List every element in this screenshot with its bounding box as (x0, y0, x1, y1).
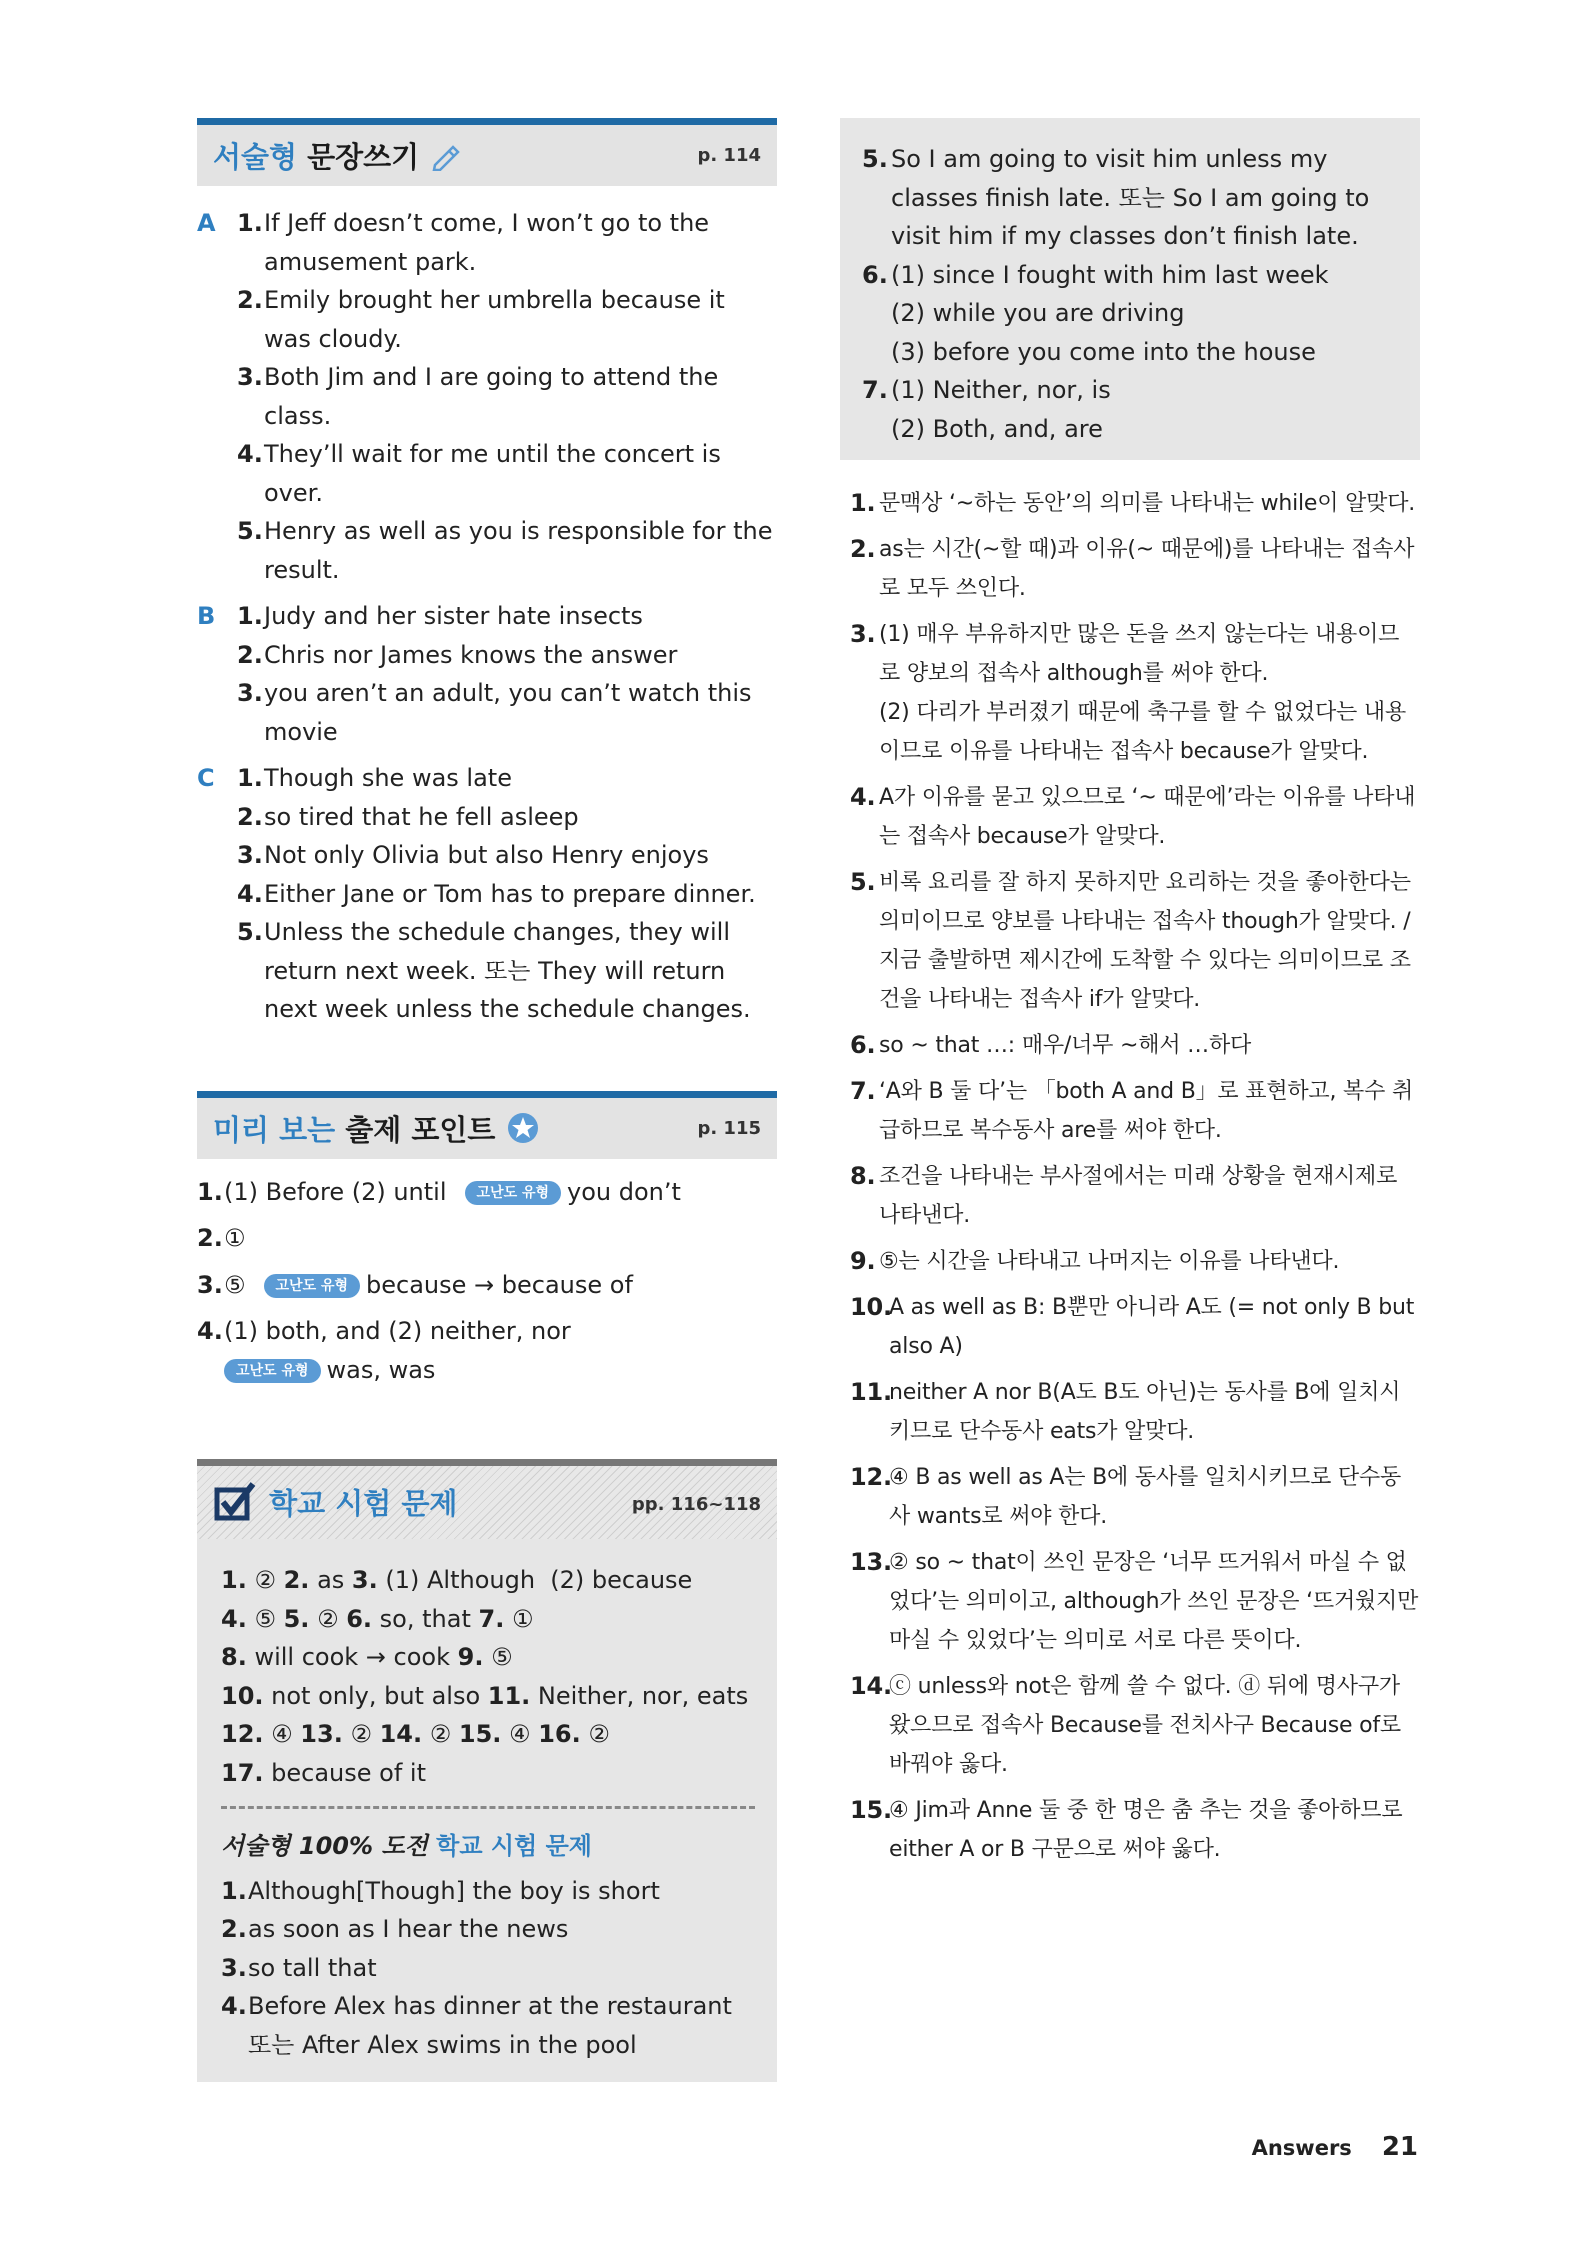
item-text: ① (224, 1224, 246, 1252)
list-item (197, 1266, 777, 1305)
title-highlight: 미리 보는 (213, 1112, 336, 1147)
preview-answers (197, 1173, 777, 1390)
page-number: 21 (1381, 2132, 1418, 2162)
item-number: 7. (850, 1077, 876, 1105)
explanation-item (850, 863, 1420, 1019)
item-number: 1. (237, 602, 263, 630)
subsection-title-dark: 서술형 100% 도전 (221, 1832, 428, 1860)
group-b (197, 597, 777, 751)
item-number: 5. (850, 868, 876, 896)
item-text: you don’t (567, 1177, 681, 1206)
item-text: 조건을 나타내는 부사절에서는 미래 상황을 현재시제로 나타낸다. (879, 1164, 1398, 1228)
item-text: Though she was late (264, 764, 512, 792)
item-text: you aren’t an adult, you can’t watch this movie (264, 679, 752, 746)
item-number: 14. (379, 1720, 423, 1748)
list-item (197, 636, 777, 675)
list-item (197, 1219, 777, 1258)
writing-section-header (197, 118, 777, 186)
item-text: A가 이유를 묻고 있으므로 ‘~ 때문에’라는 이유를 나타내는 접속사 because가 알맞다. (879, 785, 1416, 849)
item-text: 문맥상 ‘~하는 동안’의 의미를 나타내는 while이 알맞다. (879, 491, 1416, 516)
preview-section-header (197, 1091, 777, 1159)
school-answers (197, 1539, 777, 2082)
page-ref: p. 114 (697, 145, 761, 166)
group-a (197, 204, 777, 589)
item-number: 15. (850, 1796, 892, 1824)
item-number: 4. (237, 879, 263, 908)
item-number: 2. (850, 535, 876, 563)
item-text: ④ (501, 1720, 539, 1748)
item-text: Either Jane or Tom has to prepare dinner. (264, 879, 756, 908)
title-text: 학교 시험 문제 (269, 1486, 458, 1521)
item-number: 7. (862, 376, 888, 404)
item-number: 9. (457, 1643, 484, 1671)
item-number: 2. (197, 1224, 223, 1252)
item-text: so ~ that …: 매우/너무 ~해서 …하다 (879, 1033, 1252, 1058)
item-text: neither A nor B(A도 B도 아닌)는 동사를 B에 일치시키므로 단수동사 eats가 알맞다. (889, 1380, 1401, 1444)
item-number: 15. (458, 1720, 502, 1748)
item-number: 6. (862, 260, 888, 289)
continued-answers-box (840, 118, 1420, 460)
list-item (197, 1312, 777, 1389)
item-text: Before Alex has dinner at the restaurant 또는 After Alex swims in the pool (248, 1992, 732, 2059)
difficulty-badge: 고난도 유형 (224, 1359, 321, 1383)
explanation-item (850, 1242, 1420, 1281)
page-ref: pp. 116~118 (631, 1494, 761, 1515)
item-text: ⑤ (483, 1643, 513, 1671)
item-line: (1) Neither, nor, is (891, 376, 1111, 404)
item-text: as soon as I hear the news (248, 1915, 569, 1943)
item-text: Although[Though] the boy is short (248, 1876, 660, 1905)
list-item (197, 913, 777, 1029)
item-number: 13. (850, 1548, 892, 1576)
item-text: as (309, 1566, 352, 1594)
title-highlight: 서술형 (213, 140, 298, 174)
item-number: 2. (283, 1566, 310, 1594)
item-number: 10. (850, 1293, 892, 1321)
list-item (197, 875, 777, 914)
item-line: (1) since I fought with him last week (891, 260, 1329, 289)
explanation-item (850, 693, 1420, 771)
item-number: 7. (478, 1604, 505, 1633)
item-number: 8. (850, 1162, 876, 1190)
explanation-item (850, 1288, 1420, 1366)
item-text: so tired that he fell asleep (264, 802, 579, 831)
list-item (862, 256, 1400, 372)
item-number: 11. (850, 1378, 892, 1406)
school-answer-lines (221, 1561, 755, 1792)
item-text: A as well as B: B뿐만 아니라 A도 (= not only B but also A) (889, 1295, 1415, 1359)
item-line: visit him if my classes don’t finish late. (891, 222, 1359, 250)
item-text: Not only Olivia but also Henry enjoys (264, 841, 709, 869)
item-text: because of it (263, 1758, 426, 1787)
item-number: 1. (850, 489, 876, 517)
item-number: 3. (197, 1270, 223, 1299)
item-number: 6. (850, 1031, 876, 1059)
preview-section-title (213, 1108, 540, 1153)
item-text: ② so ~ that이 쓰인 문장은 ‘너무 뜨거워서 마실 수 없었다’는 의미이고, although가 쓰인 문장은 ‘뜨거웠지만 마실 수 있었다’는 의미로 서로 다른 뜻이다. (889, 1550, 1419, 1653)
pencil-icon (429, 141, 463, 178)
list-item (197, 674, 777, 751)
item-number: 2. (221, 1915, 247, 1943)
item-text: ② (309, 1604, 347, 1633)
item-line: (2) while you are driving (891, 299, 1185, 327)
school-answer-line (221, 1561, 755, 1600)
page-ref: p. 115 (697, 1117, 761, 1139)
item-text: ② (580, 1720, 610, 1748)
list-item (221, 1987, 755, 2064)
item-number: 9. (850, 1247, 876, 1275)
school-answer-line (221, 1638, 755, 1677)
item-number: 8. (221, 1643, 247, 1671)
item-text: 비록 요리를 잘 하지 못하지만 요리하는 것을 좋아한다는 의미이므로 양보를 나타내는 접속사 though가 알맞다. / 지금 출발하면 제시간에 도착할 수 있다는 의미이므로 조건을 나타내는 접속사 if가 알맞다. (879, 870, 1411, 1012)
item-text: Neither, nor, eats (530, 1681, 749, 1710)
item-number: 1. (237, 764, 263, 792)
item-text: (1) both, and (2) neither, nor (224, 1317, 571, 1345)
item-text: ④ (263, 1720, 301, 1748)
item-text: (1) Although (2) because (377, 1566, 693, 1594)
school-answer-line (221, 1754, 755, 1793)
checkbox-icon (213, 1480, 259, 1531)
item-number: 1. (237, 209, 263, 237)
explanations-list (840, 484, 1420, 1869)
item-number: 5. (283, 1604, 310, 1633)
footer-label: Answers (1251, 2136, 1352, 2160)
item-text: so tall that (248, 1953, 377, 1982)
item-number: 3. (850, 620, 876, 648)
subsection-title (221, 1827, 755, 1866)
writing-section-title (213, 135, 463, 178)
list-item (197, 435, 777, 512)
school-answer-line (221, 1677, 755, 1716)
explanation-item (850, 1458, 1420, 1536)
item-number: 13. (300, 1720, 343, 1748)
item-text: If Jeff doesn’t come, I won’t go to the amusement park. (264, 209, 710, 276)
item-line: classes finish late. 또는 So I am going to (891, 183, 1370, 212)
item-text: ⓒ unless와 not은 함께 쓸 수 없다. ⓓ 뒤에 명사구가 왔으므로 접속사 Because를 전치사구 Because of로 바꿔야 옳다. (889, 1674, 1401, 1777)
group-letter: C (197, 764, 215, 792)
list-item (197, 204, 777, 281)
item-text: ‘A와 B 둘 다’는 「both A and B」로 표현하고, 복수 취급하므로 복수동사 are를 써야 한다. (879, 1079, 1414, 1143)
item-number: 17. (221, 1758, 264, 1787)
list-item (197, 1173, 777, 1212)
list-item (197, 836, 777, 875)
item-text: Chris nor James knows the answer (264, 640, 678, 669)
item-text: (1) 매우 부유하지만 많은 돈을 쓰지 않는다는 내용이므로 양보의 접속사 although를 써야 한다. (879, 622, 1400, 686)
subsection-title-blue: 학교 시험 문제 (427, 1832, 592, 1860)
item-number: 5. (237, 517, 263, 545)
item-number: 1. (221, 1876, 247, 1905)
explanation-item (850, 615, 1420, 693)
item-text: not only, but also (263, 1681, 488, 1710)
item-text: (1) Before (2) until (224, 1177, 447, 1206)
dashed-divider (221, 1806, 755, 1809)
item-number: 3. (237, 363, 263, 391)
item-text: ② (246, 1566, 284, 1594)
item-text: Both Jim and I are going to attend the class. (264, 363, 719, 430)
item-number: 12. (850, 1463, 892, 1491)
item-number: 14. (850, 1672, 892, 1700)
item-text: ④ B as well as A는 B에 동사를 일치시키므로 단수동사 wants로 써야 한다. (889, 1465, 1402, 1529)
list-item (197, 798, 777, 837)
item-number: 3. (351, 1566, 378, 1594)
item-text: ⑤는 시간을 나타내고 나머지는 이유를 나타낸다. (879, 1249, 1340, 1274)
item-line: (2) Both, and, are (891, 414, 1103, 443)
item-number: 3. (237, 679, 263, 707)
explanation-item (850, 530, 1420, 608)
item-number: 4. (221, 1604, 247, 1633)
school-answer-line (221, 1715, 755, 1754)
item-text: (2) 다리가 부러졌기 때문에 축구를 할 수 없었다는 내용이므로 이유를 나타내는 접속사 because가 알맞다. (879, 700, 1407, 764)
star-icon (506, 1111, 540, 1152)
explanation-item (850, 1072, 1420, 1150)
right-column (840, 118, 1420, 1876)
item-number: 6. (346, 1604, 373, 1633)
item-number: 10. (221, 1681, 264, 1710)
school-answer-line (221, 1600, 755, 1639)
item-number: 2. (237, 802, 263, 831)
item-text: so, that (372, 1604, 479, 1633)
group-letter: B (197, 602, 216, 630)
title-rest: 문장쓰기 (297, 140, 420, 174)
item-number: 11. (487, 1681, 531, 1710)
group-letter: A (197, 209, 216, 237)
item-number: 1. (221, 1566, 247, 1594)
list-item (862, 371, 1400, 448)
school-section-title (213, 1480, 457, 1531)
item-text: will cook → cook (246, 1643, 458, 1671)
list-item (221, 1949, 755, 1988)
item-number: 2. (237, 286, 263, 314)
item-number: 4. (197, 1317, 223, 1345)
explanation-item (850, 1791, 1420, 1869)
explanation-item (850, 1373, 1420, 1451)
item-text: ② (422, 1720, 459, 1748)
explanation-item (850, 1667, 1420, 1784)
item-text: Emily brought her umbrella because it was cloudy. (264, 286, 725, 353)
list-item (221, 1910, 755, 1949)
list-item (197, 358, 777, 435)
item-text: because → because of (366, 1270, 633, 1299)
list-item (862, 140, 1400, 256)
item-text: Judy and her sister hate insects (264, 602, 643, 630)
item-text: was, was (326, 1355, 436, 1384)
item-number: 16. (538, 1720, 581, 1748)
explanation-item (850, 1026, 1420, 1065)
item-line: (3) before you come into the house (891, 337, 1316, 366)
item-text: ⑤ (224, 1270, 246, 1299)
item-number: 5. (237, 918, 263, 946)
item-text: They’ll wait for me until the concert is over. (264, 440, 721, 507)
writing-answers (197, 204, 777, 1029)
list-item (221, 1872, 755, 1911)
list-item (197, 512, 777, 589)
item-number: 2. (237, 640, 263, 669)
item-number: 3. (237, 841, 263, 869)
title-rest: 출제 포인트 (335, 1112, 496, 1147)
explanation-item (850, 1157, 1420, 1235)
item-line: So I am going to visit him unless my (891, 145, 1328, 173)
list-item (197, 759, 777, 798)
explanation-item (850, 1543, 1420, 1660)
item-number: 4. (237, 440, 263, 468)
item-number: 3. (221, 1953, 247, 1982)
item-number: 5. (862, 145, 888, 173)
school-section-header (197, 1459, 777, 1539)
list-item (197, 597, 777, 636)
item-text: ① (504, 1604, 534, 1633)
left-column (197, 118, 777, 2082)
explanation-item (850, 778, 1420, 856)
item-text: Unless the schedule changes, they will return next week. 또는 They will return next week unless the schedule changes. (264, 918, 751, 1023)
item-number: 4. (221, 1992, 247, 2020)
difficulty-badge: 고난도 유형 (465, 1181, 562, 1205)
item-text: ② (342, 1720, 380, 1748)
item-text: ④ Jim과 Anne 둘 중 한 명은 춤 추는 것을 좋아하므로 either A or B 구문으로 써야 옳다. (889, 1798, 1403, 1862)
page-footer (1252, 2132, 1418, 2162)
explanation-item (850, 484, 1420, 523)
item-text: Henry as well as you is responsible for the result. (264, 517, 773, 584)
item-number: 4. (850, 783, 876, 811)
item-text: as는 시간(~할 때)과 이유(~ 때문에)를 나타내는 접속사로 모두 쓰인다. (879, 537, 1415, 601)
list-item (197, 281, 777, 358)
item-text: ⑤ (246, 1604, 284, 1633)
group-c (197, 759, 777, 1029)
item-number: 12. (221, 1720, 264, 1748)
item-number: 1. (197, 1177, 223, 1206)
difficulty-badge: 고난도 유형 (264, 1274, 361, 1298)
